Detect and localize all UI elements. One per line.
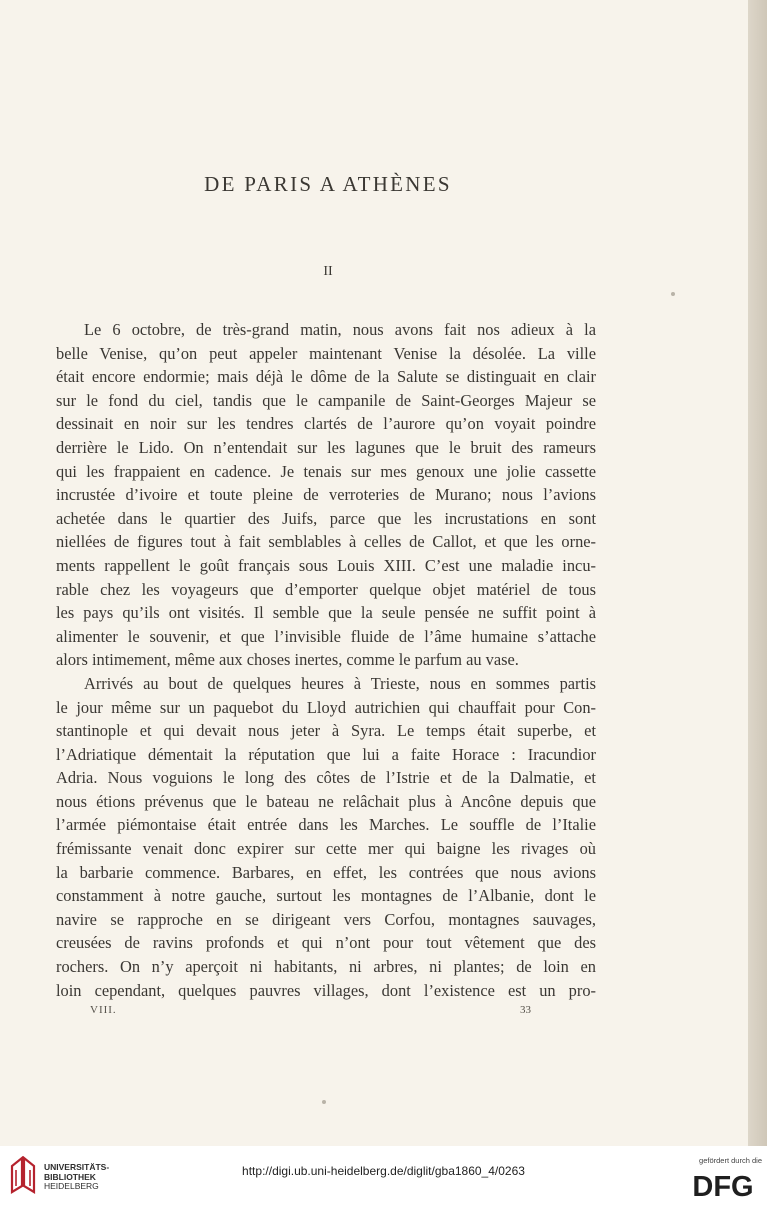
- library-name-line3: HEIDELBERG: [44, 1181, 99, 1191]
- text-line: Arrivés au bout de quelques heures à Trieste, nous en sommes partis: [84, 673, 596, 693]
- dfg-logo-text: DFG: [692, 1171, 754, 1200]
- text-line: constamment à notre gauche, surtout les montagnes de l’Albanie, dont le: [56, 886, 596, 906]
- text-line: Le 6 octobre, de très-grand matin, nous avons fait nos adieux à la: [84, 320, 596, 339]
- text-line: ments rappellent le goût français sous Louis XIII. C’est une maladie incu-: [56, 555, 596, 575]
- text-line: niellées de figures tout à fait semblables à celles de Callot, et que les orne-: [56, 532, 596, 552]
- text-line: l’Adriatique démentait la réputation que lui a faite Horace : Iracundior: [56, 744, 596, 764]
- text-line: Adria. Nous voguions le long des côtes de l’Istrie et de la Dalmatie, et: [56, 768, 596, 788]
- body-text: [56, 318, 596, 1002]
- text-line: l’armée piémontaise était entrée dans les Marches. Le souffle de l’Italie: [56, 815, 596, 835]
- article-heading: DE PARIS A ATHÈNES: [204, 172, 452, 196]
- text-line: loin cependant, quelques pauvres villages, dont l’existence est un pro-: [56, 980, 596, 1000]
- page-edge: [748, 0, 767, 1146]
- text-line: achetée dans le quartier des Juifs, parce que les incrustations en sont: [56, 508, 596, 528]
- text-line: sur le fond du ciel, tandis que le campanile de Saint-Georges Majeur se: [56, 390, 596, 410]
- library-name-line1: UNIVERSITÄTS-: [44, 1162, 110, 1172]
- text-line: derrière le Lido. On n’entendait sur les lagunes que le bruit des rameurs: [56, 437, 596, 457]
- text-line: rable chez les voyageurs que d’emporter quelque objet matériel de tous: [56, 579, 596, 599]
- text-line: était encore endormie; mais déjà le dôme de la Salute se distinguait en clair: [56, 367, 596, 387]
- text-line: belle Venise, qu’on peut appeler maintenant Venise la désolée. La ville: [56, 343, 596, 363]
- text-line: la barbarie commence. Barbares, en effet, les contrées que nous avions: [56, 862, 596, 882]
- text-line: stantinople et qui devait nous jeter à Syra. Le temps était superbe, et: [56, 721, 596, 741]
- text-line: les pays qu’ils ont visités. Il semble que la seule pensée ne suffit point à: [56, 603, 596, 623]
- text-line: le jour même sur un paquebot du Lloyd autrichien qui chauffait pour Con-: [56, 697, 596, 717]
- dfg-logo-icon: [684, 1170, 762, 1200]
- library-name-line2: BIBLIOTHEK: [44, 1171, 96, 1182]
- text-line: nous étions prévenus que le bateau ne relâchait plus à Ancône depuis que: [56, 791, 596, 811]
- permalink-url[interactable]: http://digi.ub.uni-heidelberg.de/diglit/gba1860_4/0263: [242, 1164, 525, 1178]
- paper-speck: [671, 292, 675, 296]
- text-line: frémissante venait donc expirer sur cette mer qui baigne les rivages où: [56, 839, 596, 859]
- chapter-number: II: [323, 264, 333, 279]
- text-line: alors intimement, même aux choses inertes, comme le parfum au vase.: [56, 650, 519, 670]
- text-line: qui les frappaient en cadence. Je tenais sur mes genoux une jolie cassette: [56, 461, 596, 481]
- text-line: rochers. On n’y aperçoit ni habitants, ni arbres, ni plantes; de loin en: [56, 957, 596, 977]
- paper-speck: [322, 1100, 326, 1104]
- page-number: 33: [520, 1004, 531, 1016]
- sponsor-caption: gefördert durch die: [699, 1156, 762, 1165]
- signature-mark: VIII.: [90, 1004, 117, 1016]
- text-line: alimenter le souvenir, et que l’invisible fluide de l’âme humaine s’attache: [56, 626, 596, 646]
- text-line: dessinait en noir sur les tendres clartés de l’aurore qu’on voyait poindre: [56, 414, 596, 434]
- text-line: navire se rapproche en se dirigeant vers Corfou, montagnes sauvages,: [56, 909, 596, 929]
- text-line: creusées de ravins profonds et qui n’ont pour tout vêtement que des: [56, 933, 596, 953]
- text-line: incrustée d’ivoire et toute pleine de verroteries de Murano; nous l’avions: [56, 485, 596, 505]
